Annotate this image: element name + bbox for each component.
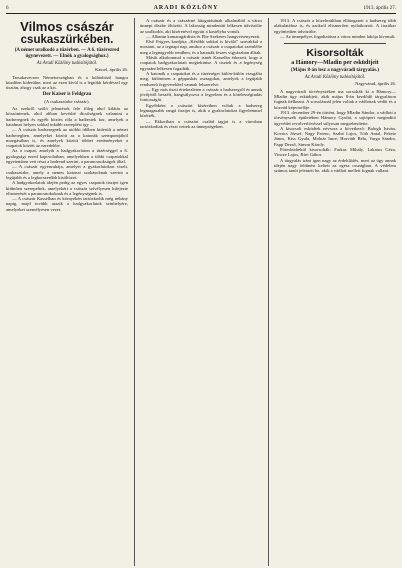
- article-headline-2: csukaszürkében.: [20, 34, 114, 46]
- column-1: [6, 18, 128, 566]
- newspaper-title: ARADI KÖZLÖNY: [153, 5, 219, 11]
- paragraph: A nagyváradi törvényszéken ma sorsolták ki a Hámory—Mladin ügy esküdtjeit, akik május 8-án kezdõdõ tárgyaláson fognak ítélkezni. A sorsolásnál jelen voltak a vádlottak védõi és a közvád képviselõje.: [274, 88, 396, 110]
- article-deck: (A német uralkodó a tüzérben. — A 6. tüzérezred ügynevezett. — Elnök a gyalogsághoz.): [14, 48, 120, 59]
- paragraph: 1913. A császár a közelmúltban ellátogatott a hadsereg több alakulatához is, és azokról elismerõen nyilatkozott. A tisztikar egyöntetûen üdvözölte.: [274, 18, 396, 34]
- paragraph: Tarsakavecsen Németországban és a különbözõ hangra küzdõen kiderülne, mert az ezen kívül is a legtöbb kérdéssel egy tisztán, ahogy csak az a kis.: [6, 74, 128, 91]
- subheading: Der Kaiser is Feldgrau: [42, 92, 92, 98]
- paragraph: — Egy más tiszti értekezleten a császár a hadseregrõl és annak jövõjérõl beszélt, hangsúlyozva a fegyelem és a kötelességtudás fontosságát.: [140, 86, 262, 103]
- paragraph: A császár és a császárné látogatásának alkalmából a város ünnepi díszbe öltözött. A lakosság mindenütt lelkesen üdvözölte az uralkodót, aki kíséretével együtt a kastélyba vonult.: [140, 18, 262, 34]
- paragraph: Pótesküdtekül kisorsolták: Farkas Mihály, Lakatos Géza, Vincze Lajos, Bíró Gábor.: [274, 147, 396, 158]
- article-dateline: Kassel, április 26.: [95, 67, 128, 73]
- article-deck: (Május 8-án lesz a nagyváradi tárgyalás.): [290, 68, 380, 74]
- divider: [284, 43, 386, 44]
- paragraph: Az ezekrõl szóló jelentések fele fõleg ahol kilátás az köszöntenek, ahol aliban kevésbé dicsõségnek valamint a hadseregnek és egyéb köztes róla a hadtestek kor, amelyek a hatalmas helyen sokkal inkább szereplést igy ...: [6, 106, 128, 127]
- paragraph: — A császár egyenruhája, amelyet a gyakorlatokon viselt, csukaszürke, amely a nemes katonai szokásoknak szerint a legújabb és a legkorszerûbb kisöltözet.: [6, 164, 128, 180]
- article-byline: Az Aradi Közlöny tudósítójától.: [304, 75, 366, 81]
- paragraph: A tárgyalás iránt igen nagy az érdeklõdés, mert az ügy annak idején nagy feltûnést keltett az egész országban. A védelem számos tanút jelentett be, akik a vádlott mellett fognak vallani.: [274, 157, 396, 174]
- issue-date: 1913. április 27.: [363, 5, 396, 11]
- paragraph: — Ekkoriban a császári család tagjai is a városban tartózkodtak és részt vettek az ünnepségeken.: [140, 118, 262, 129]
- article-headline-1: Vilmos császár: [20, 19, 114, 34]
- paragraph: Első Frigyes kardjára „Késõbb sokkal is kiváló” szavakkal a mostani, az a tegnapi nap, amikor a császár a csapatokat szemlélte meg a legnagyobb rendben, és a katonák feszes vigyázzban álltak.: [140, 39, 262, 55]
- paragraph: — A császár Kasselban és környékén tartózkodik még néhány napig, majd tovább utazik a hadgyakorlatok színhelyére, amelyeket személyesen vezet.: [6, 196, 128, 212]
- article-byline: Az Aradi Közlöny tudósítójától.: [36, 61, 98, 66]
- paragraph: 1913. december 29-én történt, hogy Mladin Sándor, a vádlott a törvényszék épületében Hámory Gyulát, a sajtópert megindító ügyvédet revolverlövéssel súlyosan megsebesítette.: [274, 109, 396, 126]
- paragraph: — Albanin kamaragárdista és Ebe Szekeres hangversenyezett.: [146, 33, 261, 39]
- columns: [6, 18, 396, 566]
- paragraph: — A császár hadseregnek az utóbbi időben kiderült a német hadseregben, amelyeket között az a katonák szempontjából mozgásában is, és amelyek között többet eredményeket a csapatok között az ezredekbe.: [6, 127, 128, 149]
- paragraph: Az a csapat, amelyik a hadgyakorlaton a tüzérséggel a 6. gyalogsági ezred kapcsolatban, amelyekben a többi csapatokkal egyetemben vett részt a hadrend szerint, a parancsnokságok által.: [6, 148, 128, 165]
- column-3: [268, 18, 396, 566]
- paragraph: A hadgyakorlatok idején pedig az egyes csapatok tisztjei igen kitûnõen szerepeltek, amelyekért a császár szívélyesen kifejezte elismerését a parancsnokoknak és a legénységnek is.: [6, 180, 128, 196]
- article-dateline: Nagyvárad, április 26.: [355, 81, 396, 87]
- paragraph: Egyébként a császári kíséretben voltak a hadsereg legmagasabb rangú tisztjei is, akik a gyakorlatokat figyelemmel kísérték.: [140, 102, 262, 119]
- subheading-translation: (A csukaszürke császár).: [44, 98, 90, 104]
- paragraph: Másik alkalommal a császár ismét Kasselba érkezett, hogy a csapatok hadgyakorlatait megtekintse. A tisztek és a legénység egyaránt lelkesen fogadták.: [140, 55, 262, 71]
- masthead: [6, 4, 396, 14]
- page-number: 6: [6, 5, 9, 11]
- paragraph: — Az ünnepélyes fogadtatásra a város minden lakója kivonult.: [280, 33, 396, 39]
- paragraph: A katonák a csapatokat és a tüzérséget külön-külön vizsgálta meg, különösen a géppuskás osztagokat, amelyek a legújabb rendszerû fegyverekkel vannak felszerelve.: [140, 70, 262, 87]
- column-2: [134, 18, 262, 566]
- article-headline-1: Kisorsolták: [306, 47, 364, 60]
- paragraph: A kisorsolt esküdtek névsora a következõ: Balogh István, Kovács József, Nagy Ferenc, Szabó Lajos, Tóth Antal, Fekete János, Kiss Gyula, Molnár Imre, Horváth Béla, Varga Sándor, Papp Dezsõ, Simon Károly.: [274, 125, 396, 147]
- article-headline-2: a Hámory—Mladin per esküdtjeit: [291, 60, 379, 67]
